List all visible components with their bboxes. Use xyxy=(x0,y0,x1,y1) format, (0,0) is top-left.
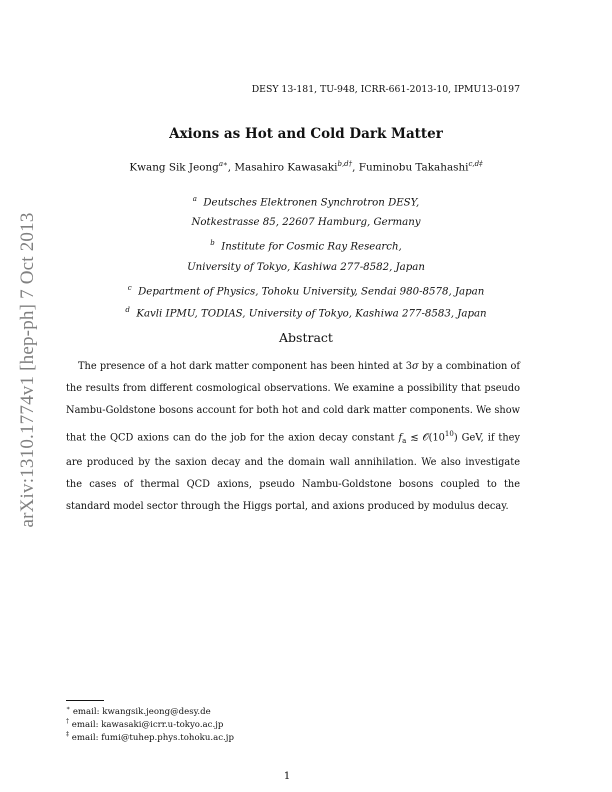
footnote xyxy=(66,731,234,743)
author-mark: a∗ xyxy=(218,160,228,168)
author-mark: b,d† xyxy=(337,160,353,168)
footnote-mark: ∗ xyxy=(66,705,71,712)
affiliation-line: $^d$ Kavli IPMU, TODIAS, University of Tokyo, Kashiwa 277-8583, Japan xyxy=(125,306,487,320)
author-name: Kwang Sik Jeong xyxy=(129,161,219,174)
footnote xyxy=(66,718,223,730)
affiliation-line: $^b$ Institute for Cosmic Ray Research, xyxy=(210,239,402,253)
affiliation-line: Notkestrasse 85, 22607 Hamburg, Germany xyxy=(191,217,421,228)
author-name: Masahiro Kawasaki xyxy=(234,161,338,174)
page-number: 1 xyxy=(283,770,291,782)
abstract-body: The presence of a hot dark matter component has been hinted at 3σ by a combination of the results from different cosmological observations. We examine a possibility that pseudo Nambu-Goldstone bosons account for both hot and cold dark matter components. We show that the QCD axions can do the job for the axion decay constant $f_a$ ≲ $𝒪(10^{10})$ GeV, if they are produced by the saxion decay and the domain wall annihilation. We also investigate the cases of thermal QCD axions, pseudo Nambu-Goldstone bosons coupled to the standard model sector through the Higgs portal, and axions produced by modulus decay. xyxy=(66,361,521,513)
footnote-mark: † xyxy=(66,718,69,725)
author-list: Kwang Sik Jeong$^{a∗}$, Masahiro Kawasaki$^{b,d\dagger}$, Fuminobu Takahashi$^{c,d\ddagger}$ xyxy=(129,160,483,174)
footnote-mark: ‡ xyxy=(66,731,69,738)
arxiv-identifier: arXiv:1310.1774v1 [hep-ph] 7 Oct 2013 xyxy=(17,212,38,528)
affiliation-line: $^c$ Department of Physics, Tohoku University, Sendai 980-8578, Japan xyxy=(127,284,485,298)
decay-constant-symbol: f xyxy=(398,431,403,443)
author-name: Fuminobu Takahashi xyxy=(358,161,469,174)
footnote-email: email: kawasaki@icrr.u-tokyo.ac.jp xyxy=(71,719,224,730)
order-symbol: 𝒪(10 xyxy=(422,431,445,443)
affiliation-line: $^a$ Deutsches Elektronen Synchrotron DESY, xyxy=(192,195,420,209)
footnote-email: email: fumi@tuhep.phys.tohoku.ac.jp xyxy=(71,732,234,743)
affiliation-mark: a xyxy=(192,195,197,203)
paper-title: Axions as Hot and Cold Dark Matter xyxy=(169,126,443,142)
footnote xyxy=(66,705,211,717)
footnote-email: email: kwangsik.jeong@desy.de xyxy=(72,706,211,717)
affiliation-mark: d xyxy=(125,306,130,314)
affiliation-mark: b xyxy=(210,239,215,247)
report-numbers: DESY 13-181, TU-948, ICRR-661-2013-10, IPMU13-0197 xyxy=(251,84,520,95)
affiliation-line: University of Tokyo, Kashiwa 277-8582, Japan xyxy=(187,262,425,273)
affiliation-mark: c xyxy=(127,284,132,292)
footnote-rule xyxy=(66,700,104,701)
sigma-symbol: σ xyxy=(411,361,419,372)
author-mark: c,d‡ xyxy=(468,160,483,168)
abstract-heading: Abstract xyxy=(279,330,333,345)
